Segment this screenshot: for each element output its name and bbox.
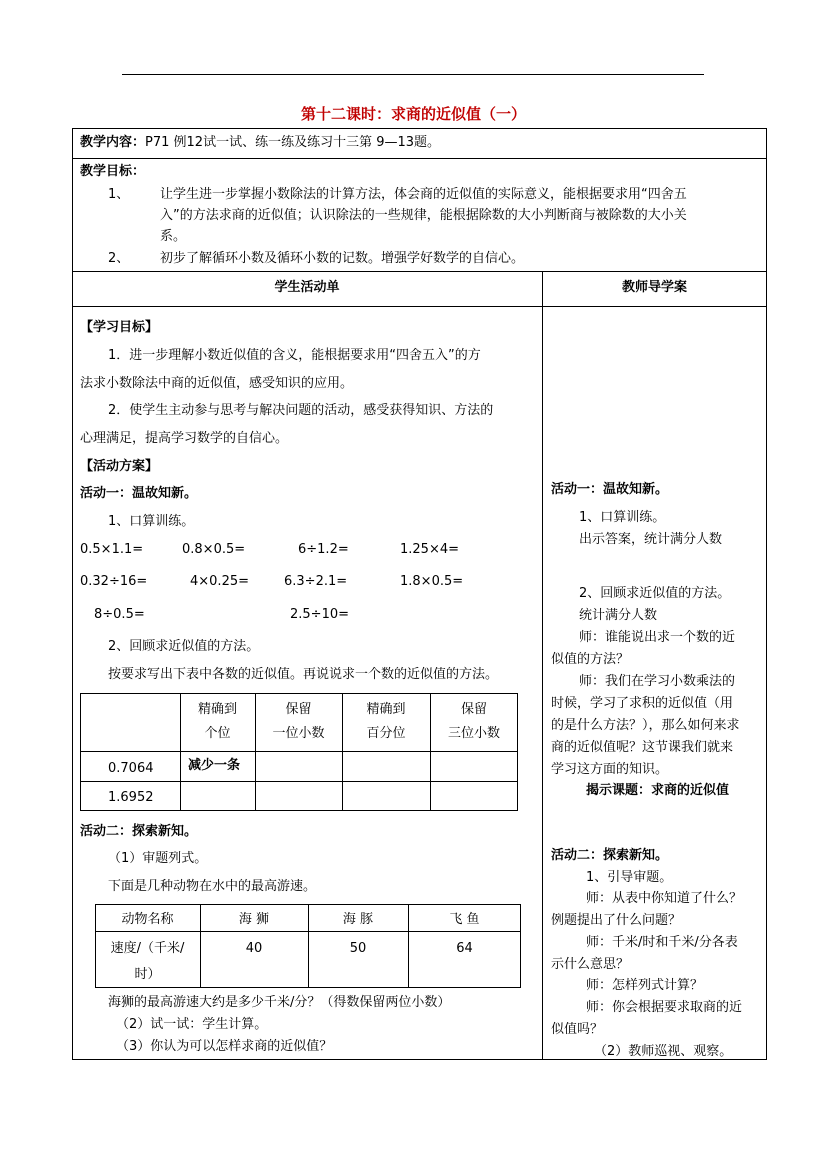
calc-problem: 1.25×4=: [400, 542, 460, 557]
calc-problem: 4×0.25=: [190, 574, 250, 589]
teacher-patrol-note: （2）教师巡视、观察。: [594, 1044, 733, 1059]
teacher-line: 师：怎样列式计算？: [586, 978, 704, 993]
speed-table-grid: [95, 931, 521, 932]
teacher-line: 师：你会根据要求取商的近: [586, 1000, 743, 1015]
animal-name: 海 豚: [342, 912, 374, 927]
column-divider: [542, 271, 543, 1060]
row-divider: [72, 158, 767, 159]
oral-practice-item: 1、口算训练。: [108, 514, 195, 529]
approx-table-number: 1.6952: [108, 790, 154, 805]
teacher-line: 例题提出了什么问题？: [551, 913, 682, 928]
header-line: 保留: [460, 702, 487, 717]
approx-table-header: [255, 698, 342, 746]
row-divider: [72, 271, 767, 272]
teacher-line: 商的近似值呢？这节课我们就来: [551, 740, 734, 755]
header-line: 一位小数: [272, 726, 325, 741]
student-column-header: 学生活动单: [274, 280, 340, 295]
animal-name: 海 狮: [238, 912, 270, 927]
approx-table-note: 减少一条: [188, 758, 241, 773]
reveal-topic: 揭示课题：求商的近似值: [586, 783, 730, 798]
teacher-guide-item: 1、引导审题。: [586, 870, 673, 885]
teacher-line: 似值吗？: [551, 1022, 604, 1037]
teacher-answer-note: 出示答案，统计满分人数: [579, 532, 723, 547]
teacher-review-item: 2、回顾求近似值的方法。: [579, 586, 731, 601]
approx-table-grid: [80, 751, 518, 752]
step-one: （1）审题列式。: [108, 851, 208, 866]
teacher-line: 似值的方法？: [551, 652, 630, 667]
objectives-label: 教学目标：: [80, 164, 146, 179]
content-text: P71 例12试一试、练一练及练习十三第 9—13题。: [145, 135, 441, 150]
content-label: 教学内容：: [80, 135, 146, 150]
content-row: [80, 134, 440, 152]
header-line: 百分位: [366, 726, 406, 741]
header-line: 三位小数: [447, 726, 500, 741]
step-two: （2）试一试：学生计算。: [116, 1017, 268, 1032]
calc-problem: 6.3÷2.1=: [284, 574, 348, 589]
speed-value: 40: [245, 941, 263, 956]
objective-1-line: 系。: [160, 229, 187, 244]
goal-line: 法求小数除法中商的近似值，感受知识的应用。: [80, 376, 354, 391]
teacher-activity-two-heading: 活动二：探索新知。: [551, 848, 669, 863]
activity-two-heading: 活动二：探索新知。: [80, 824, 198, 839]
calc-problem: 0.8×0.5=: [182, 542, 246, 557]
teacher-oral-item: 1、口算训练。: [579, 510, 666, 525]
header-line: 保留: [285, 702, 312, 717]
teacher-line: 师：谁能说出求一个数的近: [579, 630, 736, 645]
teacher-line: 的是什么方法？），那么如何来求: [551, 718, 740, 733]
calc-problem: 0.32÷16=: [80, 574, 148, 589]
objective-1-number: 1、: [108, 187, 130, 202]
approx-table-header: [430, 698, 518, 746]
speed-row-label: 速度/（千米/: [110, 941, 185, 956]
calc-problem: 8÷0.5=: [94, 607, 145, 622]
teacher-line: 时候，学习了求积的近似值（用: [551, 696, 734, 711]
objective-2-text: 初步了解循环小数及循环小数的记数。增强学好数学的自信心。: [160, 251, 525, 266]
teacher-line: 师：从表中你知道了什么？: [586, 891, 743, 906]
header-line: 精确到: [197, 702, 237, 717]
teacher-column-header: 教师导学案: [621, 280, 687, 295]
animal-name: 飞 鱼: [449, 912, 480, 927]
teacher-line: 学习这方面的知识。: [551, 762, 669, 777]
objective-1-line: 让学生进一步掌握小数除法的计算方法，体会商的近似值的实际意义，能根据要求用“四舍五: [160, 187, 687, 202]
review-instruction: 按要求写出下表中各数的近似值。再说说求一个数的近似值的方法。: [108, 667, 499, 682]
speed-table-header-label: 动物名称: [121, 912, 174, 927]
objective-2-number: 2、: [108, 251, 130, 266]
activity-plan-heading: 【活动方案】: [80, 459, 159, 474]
review-item: 2、回顾求近似值的方法。: [108, 639, 260, 654]
objective-1-line: 入”的方法求商的近似值；认识除法的一些规律，能根据除数的大小判断商与被除数的大小关: [160, 208, 687, 223]
goal-line: 2．使学生主动参与思考与解决问题的活动，感受获得知识、方法的: [108, 403, 494, 418]
header-line: 个位: [204, 726, 231, 741]
calc-problem: 2.5÷10=: [290, 607, 350, 622]
teacher-stat-note: 统计满分人数: [579, 608, 658, 623]
calc-problem: 0.5×1.1=: [80, 542, 144, 557]
speed-value: 64: [456, 941, 473, 956]
header-line: 精确到: [366, 702, 406, 717]
row-divider: [72, 306, 767, 307]
activity-one-heading: 活动一：温故知新。: [80, 486, 198, 501]
speed-intro: 下面是几种动物在水中的最高游速。: [108, 879, 317, 894]
teacher-line: 示什么意思？: [551, 957, 630, 972]
approx-table-number: 0.7064: [108, 761, 154, 776]
calc-problem: 6÷1.2=: [298, 542, 349, 557]
step-three: （3）你认为可以怎样求商的近似值？: [116, 1039, 333, 1054]
approx-table-header: [180, 698, 255, 746]
teacher-line: 师：千米/时和千米/分各表: [586, 935, 738, 950]
goal-line: 1．进一步理解小数近似值的含义，能根据要求用“四舍五入”的方: [108, 348, 481, 363]
page-title: 第十二课时：求商的近似值（一）: [300, 105, 526, 123]
learning-goals-heading: 【学习目标】: [80, 320, 159, 335]
top-rule: [122, 74, 704, 75]
teacher-line: 师：我们在学习小数乘法的: [579, 674, 736, 689]
approx-table-grid: [80, 781, 518, 782]
speed-row-label: 时）: [134, 967, 161, 982]
question-text: 海狮的最高游速大约是多少千米/分？（得数保留两位小数）: [108, 995, 451, 1010]
teacher-activity-one-heading: 活动一：温故知新。: [551, 482, 669, 497]
calc-problem: 1.8×0.5=: [400, 574, 464, 589]
approx-table-header: [342, 698, 430, 746]
goal-line: 心理满足，提高学习数学的自信心。: [80, 431, 289, 446]
speed-value: 50: [349, 941, 367, 956]
